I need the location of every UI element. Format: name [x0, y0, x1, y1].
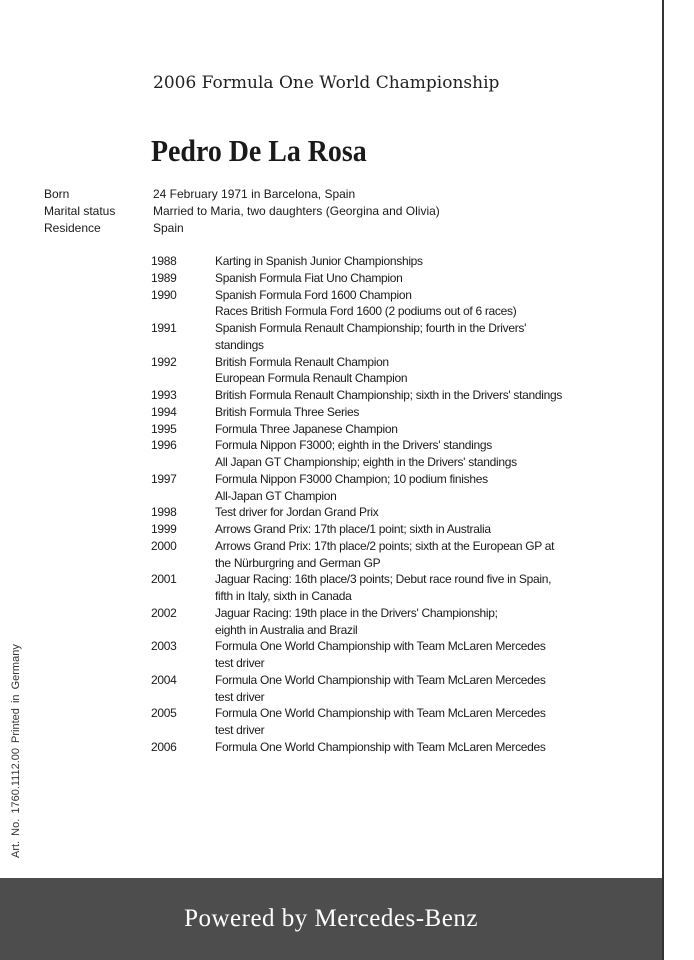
subtitle: 2006 Formula One World Championship [153, 73, 500, 93]
footer-band [0, 878, 662, 960]
career-year: 2000 [151, 538, 177, 553]
info-label: Residence [44, 221, 101, 235]
career-row [151, 404, 575, 421]
driver-name: Pedro De La Rosa [151, 133, 367, 168]
info-row [44, 220, 440, 237]
career-text: Formula One World Championship with Team McLaren Mercedes [215, 639, 546, 654]
career-row [151, 320, 575, 354]
career-year: 2001 [151, 572, 177, 587]
career-text: Spanish Formula Ford 1600 Champion [215, 287, 412, 302]
career-year: 2004 [151, 672, 177, 687]
career-row [151, 504, 575, 521]
footer-text: Powered by Mercedes-Benz [184, 905, 478, 932]
career-row [151, 253, 575, 270]
career-row [151, 571, 575, 605]
info-label: Marital status [44, 204, 116, 218]
career-row [151, 270, 575, 287]
career-year: 1995 [151, 421, 177, 436]
career-text: All-Japan GT Champion [215, 488, 337, 503]
personal-info [44, 186, 440, 237]
career-row [151, 672, 575, 706]
career-text: Formula One World Championship with Team McLaren Mercedes [215, 706, 546, 721]
career-row [151, 739, 575, 756]
info-label: Born [44, 187, 70, 201]
career-text: Formula Nippon F3000; eighth in the Drivers' standings [215, 438, 492, 453]
info-value: 24 February 1971 in Barcelona, Spain [153, 187, 356, 201]
career-year: 1996 [151, 438, 177, 453]
career-text: Formula One World Championship with Team McLaren Mercedes [215, 672, 546, 687]
career-row [151, 354, 575, 388]
career-text: European Formula Renault Champion [215, 371, 408, 386]
career-year: 1988 [151, 254, 177, 268]
career-text: Formula Nippon F3000 Champion; 10 podium finishes [215, 471, 488, 486]
career-text: Jaguar Racing: 19th place in the Drivers' Championship; [215, 605, 498, 620]
career-text: British Formula Three Series [215, 404, 360, 419]
career-year: 2003 [151, 639, 177, 654]
career-text: test driver [215, 689, 265, 704]
career-row [151, 437, 575, 471]
career-text: Formula One World Championship with Team McLaren Mercedes [215, 739, 546, 754]
info-row [44, 203, 440, 220]
career-text: test driver [215, 723, 265, 737]
career-year: 1990 [151, 287, 177, 302]
career-text: eighth in Australia and Brazil [215, 622, 358, 637]
career-text: Races British Formula Ford 1600 (2 podiums out of 6 races) [215, 304, 517, 319]
career-year: 2006 [151, 739, 177, 754]
career-year: 1999 [151, 522, 177, 536]
career-text: test driver [215, 656, 265, 670]
career-year: 1994 [151, 404, 177, 419]
info-row [44, 186, 440, 203]
career-text: Formula Three Japanese Champion [215, 421, 398, 436]
career-text: All Japan GT Championship; eighth in the Drivers' standings [215, 455, 517, 469]
career-text: Arrows Grand Prix: 17th place/2 points; sixth at the European GP at [215, 538, 555, 553]
career-row [151, 421, 575, 438]
career-text: Test driver for Jordan Grand Prix [215, 505, 379, 520]
career-row [151, 538, 575, 572]
career-text: British Formula Renault Champion [215, 354, 389, 369]
career-text: fifth in Italy, sixth in Canada [215, 589, 352, 603]
career-year: 1997 [151, 471, 177, 486]
career-text: the Nürburgring and German GP [215, 555, 381, 570]
career-text: Spanish Formula Renault Championship; fourth in the Drivers' standings [215, 321, 527, 352]
career-row [151, 387, 575, 404]
career-list [151, 253, 575, 756]
career-row [151, 471, 575, 505]
career-text: Karting in Spanish Junior Championships [215, 254, 423, 268]
career-year: 2005 [151, 706, 177, 721]
career-year: 1992 [151, 354, 177, 369]
career-text: Spanish Formula Fiat Uno Champion [215, 270, 403, 285]
career-year: 2002 [151, 605, 177, 620]
career-row [151, 605, 575, 639]
career-year: 1993 [151, 388, 177, 402]
career-year: 1998 [151, 505, 177, 520]
career-text: British Formula Renault Championship; sixth in the Drivers' standings [215, 388, 563, 402]
career-row [151, 521, 575, 538]
career-year: 1991 [151, 321, 177, 335]
career-year: 1989 [151, 270, 177, 285]
career-text: Arrows Grand Prix: 17th place/1 point; sixth in Australia [215, 522, 491, 536]
info-value: Spain [153, 221, 184, 235]
info-value: Married to Maria, two daughters (Georgina and Olivia) [153, 204, 440, 218]
career-text: Jaguar Racing: 16th place/3 points; Debut race round five in Spain, [215, 572, 552, 587]
career-row [151, 705, 575, 739]
career-row [151, 287, 575, 321]
article-number: Art. No. 1760.1112.00 Printed in Germany [10, 644, 22, 858]
career-row [151, 638, 575, 672]
